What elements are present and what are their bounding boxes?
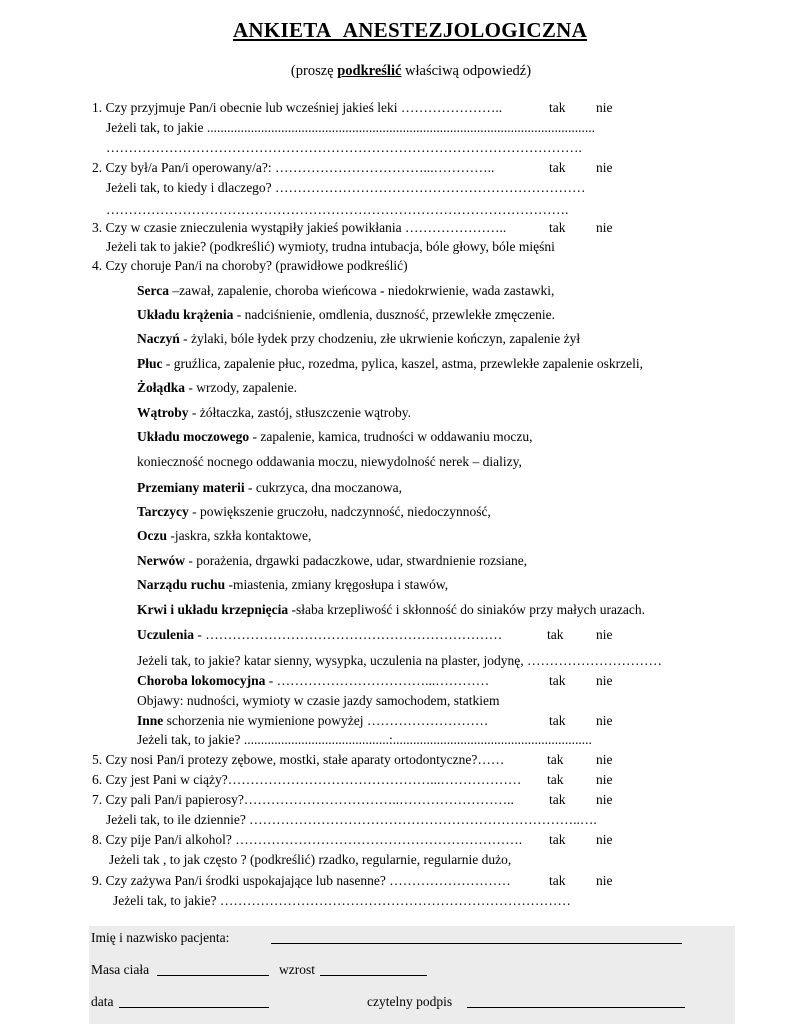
q9-no-option[interactable]: nie [596,873,613,888]
allergy-no-option[interactable]: nie [596,627,613,642]
motion-sickness-question: Choroba lokomocyjna - ……………………………...………… [137,673,490,688]
form-title: ANKIETA ANESTEZJOLOGICZNA [232,18,588,42]
underline-emphasis: podkreślić [337,63,402,79]
form-subtitle: (proszę podkreślić właściwą odpowiedź) [290,63,532,79]
other-no-option[interactable]: nie [596,713,613,728]
signature-label: czytelny podpis [367,994,453,1009]
patient-info-footer [89,926,735,1024]
question-8: 8. Czy pije Pan/i alkohol? ………………………………………………………. [92,832,523,847]
disease-item[interactable]: Układu krążenia - nadciśnienie, omdlenia, duszność, przewlekłe zmęczenie. [137,307,556,322]
height-label: wzrost [279,962,315,977]
q2-yes-option[interactable]: tak [549,160,566,175]
q1-followup[interactable]: Jeżeli tak, to jakie ................................................................................................................... [106,120,595,135]
q8-yes-option[interactable]: tak [549,832,566,847]
q6-no-option[interactable]: nie [596,772,613,787]
q8-no-option[interactable]: nie [596,832,613,847]
disease-item[interactable]: Nerwów - porażenia, drgawki padaczkowe, udar, stwardnienie rozsiane, [137,553,528,568]
disease-item[interactable]: Przemiany materii - cukrzyca, dna moczanowa, [137,480,402,495]
q5-no-option[interactable]: nie [596,752,613,767]
motion-yes-option[interactable]: tak [549,673,566,688]
q7-no-option[interactable]: nie [596,792,613,807]
disease-item[interactable]: Płuc - gruźlica, zapalenie płuc, rozedma, pylica, kaszel, astma, przewlekłe zapalenie oskrzeli, [137,356,644,371]
disease-item[interactable]: Naczyń - żylaki, bóle łydek przy chodzeniu, złe ukrwienie kończyn, zapalenie żył [137,331,581,346]
motion-no-option[interactable]: nie [596,673,613,688]
q1-answer-line[interactable]: ……………………………………………………………………………………………. [106,140,582,155]
disease-item[interactable]: Żołądka - wrzody, zapalenie. [137,380,297,395]
q8-followup[interactable]: Jeżeli tak , to jak często ? (podkreślić) rzadko, regularnie, regularnie dużo, [109,852,512,867]
signature-field[interactable] [467,995,685,1008]
question-4: 4. Czy choruje Pan/i na choroby? (prawidłowe podkreślić) [92,258,408,273]
q1-yes-option[interactable]: tak [549,100,566,115]
other-followup[interactable]: Jeżeli tak, to jakie? ...........................................:........................................................... [137,732,592,747]
q7-followup[interactable]: Jeżeli tak, to ile dziennie? ………………………………………………………………..…. [106,812,597,827]
question-5: 5. Czy nosi Pan/i protezy zębowe, mostki, stałe aparaty ortodontyczne?…… [92,752,505,767]
allergy-followup[interactable]: Jeżeli tak, to jakie? katar sienny, wysypka, uczulenia na plaster, jodynę, ………………………… [137,653,662,668]
disease-item[interactable]: Układu moczowego - zapalenie, kamica, trudności w oddawaniu moczu, [137,429,533,444]
other-yes-option[interactable]: tak [549,713,566,728]
disease-item[interactable]: konieczność nocnego oddawania moczu, niewydolność nerek – dializy, [137,454,522,469]
date-field[interactable] [119,995,269,1008]
q7-yes-option[interactable]: tak [549,792,566,807]
q1-no-option[interactable]: nie [596,100,613,115]
q2-followup[interactable]: Jeżeli tak, to kiedy i dlaczego? …………………………………………………………… [106,180,586,195]
patient-name-label: Imię i nazwisko pacjenta: [91,930,230,945]
disease-item[interactable]: Serca –zawał, zapalenie, choroba wieńcowa - niedokrwienie, wada zastawki, [137,283,555,298]
question-2: 2. Czy był/a Pan/i operowany/a?: ……………………………...………….. [92,160,495,175]
q9-yes-option[interactable]: tak [549,873,566,888]
q2-no-option[interactable]: nie [596,160,613,175]
body-mass-field[interactable] [157,963,269,976]
disease-item[interactable]: Oczu -jaskra, szkła kontaktowe, [137,528,312,543]
date-label: data [91,994,114,1009]
q9-followup[interactable]: Jeżeli tak, to jakie? …………………………………………………………………… [113,893,571,908]
q2-answer-line[interactable]: …………………………………………………………………………………………. [106,202,569,217]
q3-yes-option[interactable]: tak [549,220,566,235]
motion-symptoms: Objawy: nudności, wymioty w czasie jazdy samochodem, statkiem [137,693,500,708]
question-7: 7. Czy pali Pan/i papierosy?……………………………..…………………….. [92,792,514,807]
patient-name-field[interactable] [271,931,682,944]
allergy-question: Uczulenia - ………………………………………………………… [137,627,503,642]
disease-item[interactable]: Narządu ruchu -miastenia, zmiany kręgosłupa i stawów, [137,577,449,592]
disease-item[interactable]: Krwi i układu krzepnięcia -słaba krzepliwość i skłonność do siniaków przy małych urazach. [137,602,646,617]
q3-no-option[interactable]: nie [596,220,613,235]
question-3: 3. Czy w czasie znieczulenia wystąpiły jakieś powikłania ………………….. [92,220,507,235]
q5-yes-option[interactable]: tak [547,752,564,767]
allergy-yes-option[interactable]: tak [547,627,564,642]
question-9: 9. Czy zażywa Pan/i środki uspokajające lub nasenne? ……………………… [92,873,511,888]
height-field[interactable] [320,963,427,976]
question-1: 1. Czy przyjmuje Pan/i obecnie lub wcześniej jakieś leki ………………….. [92,100,503,115]
q3-followup: Jeżeli tak to jakie? (podkreślić) wymioty, trudna intubacja, bóle głowy, bóle mięśni [106,239,555,254]
body-mass-label: Masa ciała [91,962,150,977]
disease-item[interactable]: Tarczycy - powiększenie gruczołu, nadczynność, niedoczynność, [137,504,491,519]
question-6: 6. Czy jest Pani w ciąży?………………………………………...……………… [92,772,522,787]
disease-item[interactable]: Wątroby - żółtaczka, zastój, stłuszczenie wątroby. [137,405,412,420]
other-conditions-question: Inne schorzenia nie wymienione powyżej ……………………… [137,713,489,728]
q6-yes-option[interactable]: tak [547,772,564,787]
